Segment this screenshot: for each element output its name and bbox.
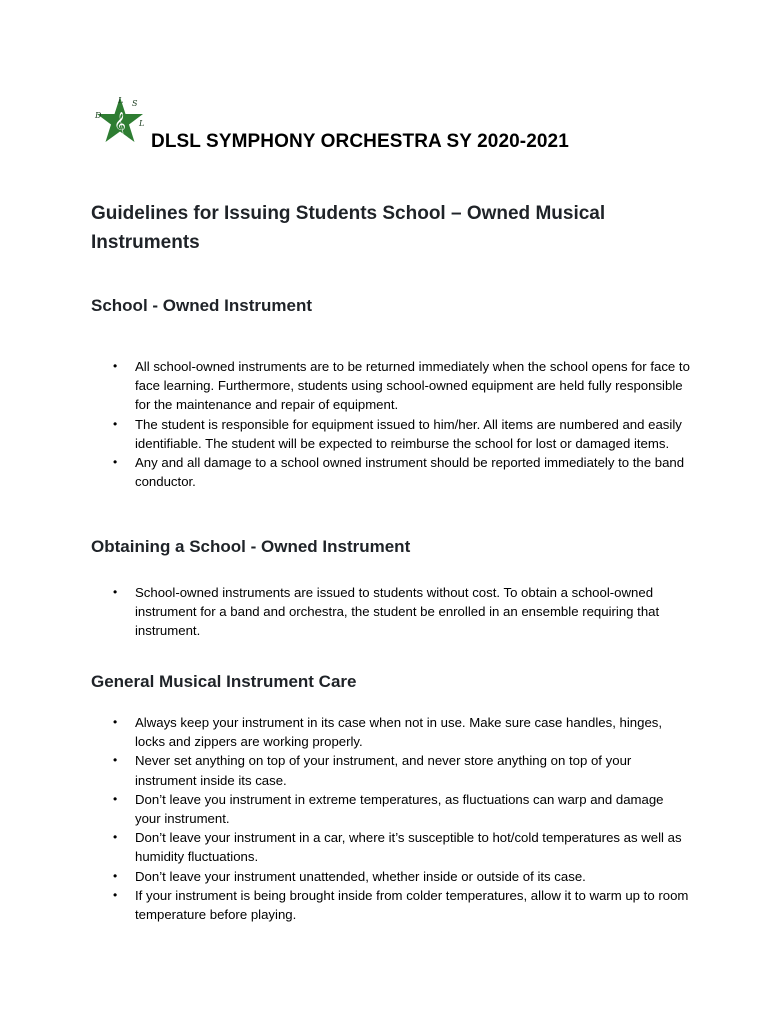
list-item xyxy=(91,713,691,751)
list-item-text: The student is responsible for equipment issued to him/her. All items are numbered and easily identifiable. The student will be expected to reimburse the school for lost or damaged items. xyxy=(135,416,682,451)
bullet-dot: • xyxy=(113,715,118,729)
bullet-list-care xyxy=(91,713,691,924)
dlsl-logo xyxy=(92,94,148,150)
document-title: DLSL SYMPHONY ORCHESTRA SY 2020-2021 xyxy=(151,131,569,152)
section-heading-care: General Musical Instrument Care xyxy=(91,672,357,691)
bullet-dot: • xyxy=(113,791,118,806)
list-item-text: Any and all damage to a school owned instrument should be reported immediately to the band conductor. xyxy=(135,455,685,490)
logo-letter-s: S xyxy=(132,99,138,108)
list-item-text: Don’t leave your instrument in a car, where it’s susceptible to hot/cold temperatures as well as humidity fluctuations. xyxy=(135,830,682,865)
section-heading-obtaining: Obtaining a School - Owned Instrument xyxy=(91,537,411,556)
logo-letter-l: L xyxy=(118,96,124,105)
list-item-text: All school-owned instruments are to be returned immediately when the school opens for face to face learning. Furthermore, students using school-owned equipment are held fully responsible for the maintenance and repair of equipment. xyxy=(135,359,690,413)
bullet-dot: • xyxy=(113,753,118,768)
list-item-text: Always keep your instrument in its case when not in use. Make sure case handles, hinges, locks and zippers are working properly. xyxy=(135,715,663,750)
logo-letter-l2: L xyxy=(139,119,145,128)
list-item xyxy=(91,751,691,789)
bullet-dot: • xyxy=(113,359,118,373)
section-heading-school-owned: School - Owned Instrument xyxy=(91,296,313,315)
logo-letter-d: D xyxy=(95,111,102,120)
bullet-dot: • xyxy=(113,416,118,431)
bullet-dot: • xyxy=(113,585,118,599)
list-item xyxy=(91,790,691,828)
bullet-list-obtaining xyxy=(91,583,691,641)
list-item-text: School-owned instruments are issued to students without cost. To obtain a school-owned instrument for a band and orchestra, the student be enrolled in an ensemble requiring that instrument. xyxy=(135,585,660,639)
bullet-dot: • xyxy=(113,868,118,883)
list-item xyxy=(91,583,691,641)
main-heading: Guidelines for Issuing Students School – Owned Musical Instruments xyxy=(91,203,606,253)
list-item xyxy=(91,415,691,453)
bullet-list-school-owned xyxy=(91,357,691,491)
treble-clef-glyph: 𝄞 xyxy=(114,111,126,135)
list-item-text: Don’t leave you instrument in extreme temperatures, as fluctuations can warp and damage your instrument. xyxy=(135,791,664,827)
list-item xyxy=(91,886,691,924)
bullet-dot: • xyxy=(113,830,118,845)
bullet-dot: • xyxy=(113,887,118,902)
list-item-text: Never set anything on top of your instrument, and never store anything on top of your instrument inside its case. xyxy=(135,753,632,788)
list-item xyxy=(91,453,691,491)
list-item-text: Don’t leave your instrument unattended, whether inside or outside of its case. xyxy=(135,868,586,884)
list-item-text: If your instrument is being brought inside from colder temperatures, allow it to warm up to room temperature before playing. xyxy=(135,887,689,923)
list-item xyxy=(91,357,691,415)
bullet-dot: • xyxy=(113,455,118,470)
list-item xyxy=(91,828,691,866)
list-item xyxy=(91,867,691,886)
